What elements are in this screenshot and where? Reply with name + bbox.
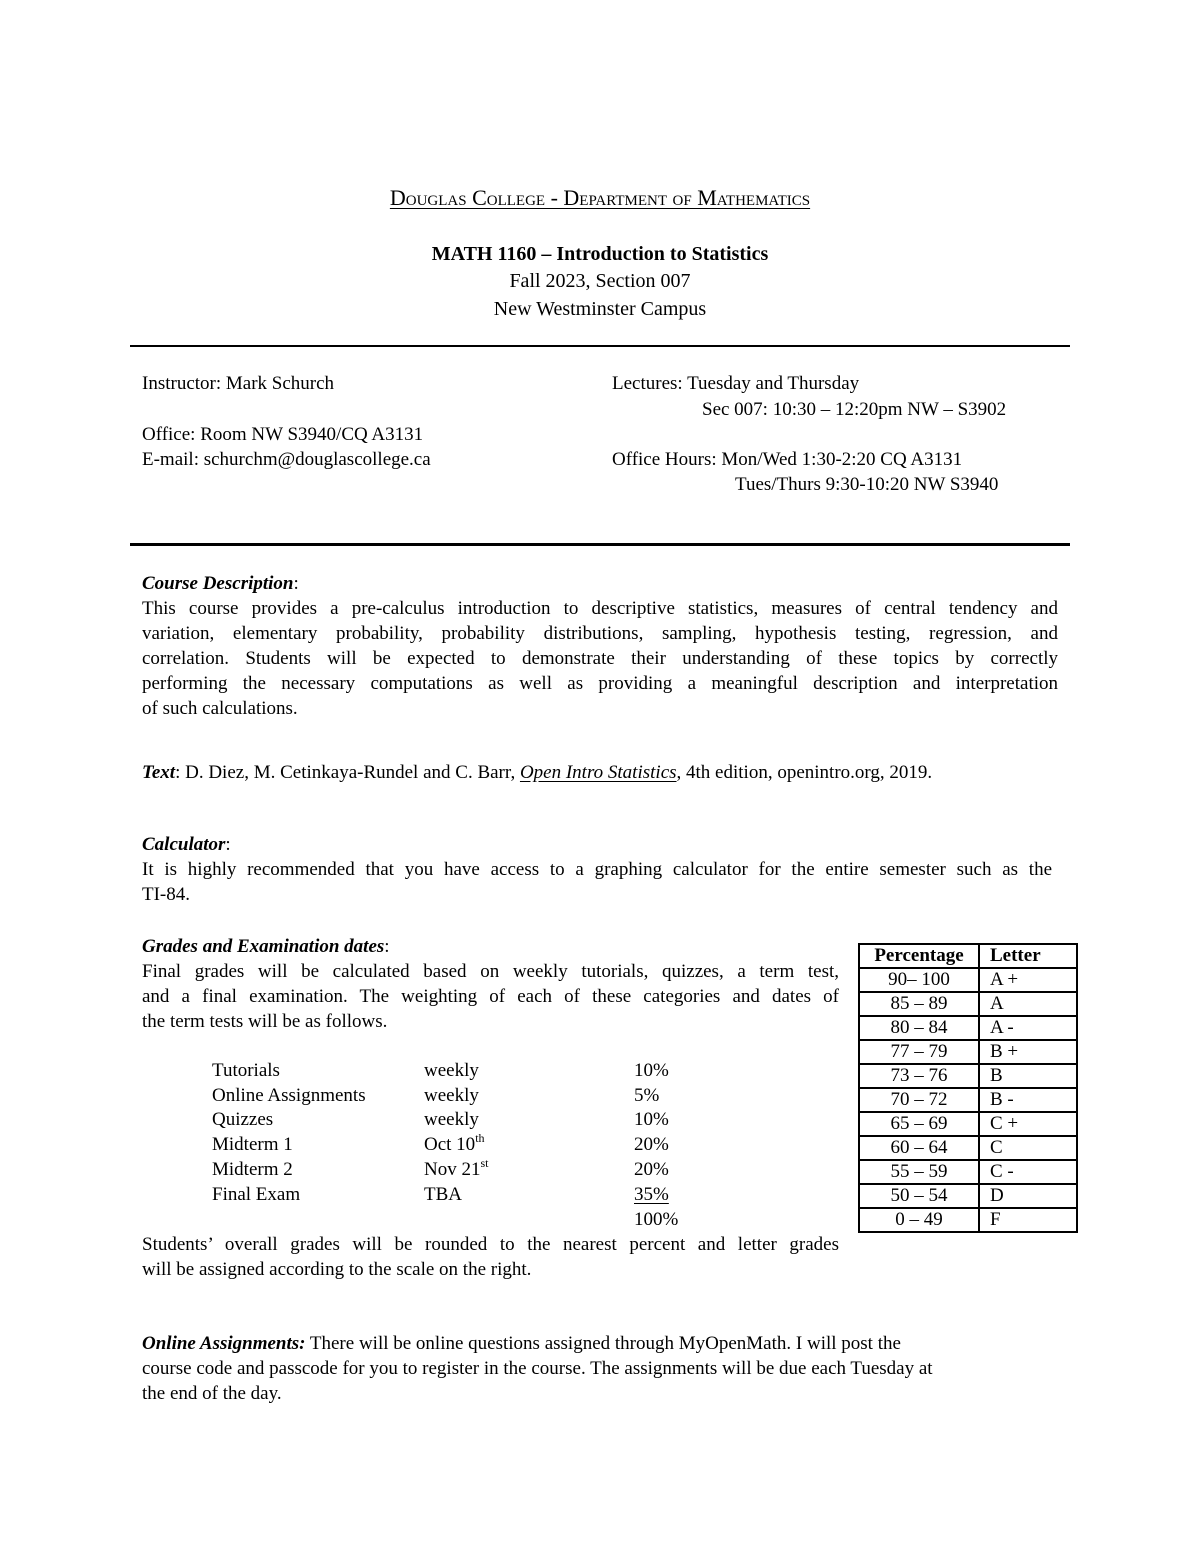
- weight-percent: 20%: [634, 1134, 669, 1155]
- percentage-cell: 55 – 59: [859, 1160, 979, 1184]
- weight-percent: 5%: [634, 1085, 660, 1106]
- campus: New Westminster Campus: [493, 298, 707, 320]
- letter-cell: C -: [979, 1160, 1077, 1184]
- description-line: of such calculations.: [142, 698, 298, 719]
- description-line: variation, elementary probability, probability distributions, sampling, hypothesis testing, regression, and: [142, 623, 1058, 644]
- grade-scale-row: [859, 1088, 1077, 1112]
- weight-percent: 10%: [634, 1109, 669, 1130]
- grade-scale-row: [859, 1040, 1077, 1064]
- term-section: Fall 2023, Section 007: [509, 270, 691, 292]
- grades-line: and a final examination. The weighting of each of these categories and dates of: [142, 986, 839, 1007]
- grade-scale-row: [859, 1208, 1077, 1232]
- department-title: Douglas College - Department of Mathematics: [389, 185, 811, 210]
- grade-scale-row: [859, 968, 1077, 992]
- online-assignments-line: the end of the day.: [142, 1383, 282, 1404]
- course-description-body: [142, 596, 1058, 721]
- weight-when: TBA: [424, 1184, 462, 1205]
- grades-heading: Grades and Examination dates:: [142, 936, 390, 957]
- course-description-heading: Course Description:: [142, 573, 299, 594]
- grade-scale-row: [859, 992, 1077, 1016]
- letter-cell: A: [979, 992, 1077, 1016]
- grades-line: the term tests will be as follows.: [142, 1011, 388, 1032]
- grade-scale-row: [859, 1184, 1077, 1208]
- weight-percent: 10%: [634, 1060, 669, 1081]
- weight-when: weekly: [424, 1085, 479, 1106]
- grade-scale-row: [859, 1112, 1077, 1136]
- percentage-cell: 77 – 79: [859, 1040, 979, 1064]
- weight-item: Midterm 2: [212, 1159, 293, 1180]
- calculator-line: TI-84.: [142, 884, 191, 905]
- weight-when: weekly: [424, 1109, 479, 1130]
- letter-cell: B -: [979, 1088, 1077, 1112]
- lectures: Lectures: Tuesday and Thursday: [612, 373, 860, 394]
- grade-scale-row: [859, 1016, 1077, 1040]
- course-title: MATH 1160 – Introduction to Statistics: [431, 243, 769, 265]
- bottom-divider: [130, 543, 1070, 546]
- letter-cell: C +: [979, 1112, 1077, 1136]
- percentage-cell: 60 – 64: [859, 1136, 979, 1160]
- office-hours-2: Tues/Thurs 9:30-10:20 NW S3940: [735, 474, 999, 495]
- grade-scale-row: [859, 1064, 1077, 1088]
- description-line: correlation. Students will be expected to demonstrate their understanding of these topics by correctly: [142, 648, 1058, 669]
- percentage-cell: 70 – 72: [859, 1088, 979, 1112]
- rounding-line: Students’ overall grades will be rounded to the nearest percent and letter grades: [142, 1234, 839, 1255]
- textbook: Text: D. Diez, M. Cetinkaya-Rundel and C. Barr, Open Intro Statistics, 4th edition, openintro.org, 2019.: [142, 762, 933, 783]
- office-hours: Office Hours: Mon/Wed 1:30-2:20 CQ A3131: [612, 449, 963, 470]
- weight-total: 100%: [634, 1209, 679, 1230]
- percentage-cell: 90– 100: [859, 968, 979, 992]
- weight-when: weekly: [424, 1060, 479, 1081]
- top-divider: [130, 345, 1070, 347]
- online-assignments-heading: Online Assignments:: [142, 1333, 306, 1354]
- grade-scale-row: [859, 1136, 1077, 1160]
- weight-item: Midterm 1: [212, 1134, 293, 1155]
- letter-cell: A -: [979, 1016, 1077, 1040]
- office: Office: Room NW S3940/CQ A3131: [142, 424, 424, 445]
- weight-when: Oct 10th: [424, 1130, 485, 1155]
- online-assignments: Online Assignments: There will be online questions assigned through MyOpenMath. I will post the: [142, 1333, 901, 1354]
- online-assignments-line: course code and passcode for you to register in the course. The assignments will be due each Tuesday at: [142, 1358, 933, 1379]
- instructor: Instructor: Mark Schurch: [142, 373, 335, 394]
- weight-item: Final Exam: [212, 1184, 301, 1205]
- letter-cell: F: [979, 1208, 1077, 1232]
- percentage-cell: 80 – 84: [859, 1016, 979, 1040]
- grade-scale-row: [859, 1160, 1077, 1184]
- letter-cell: D: [979, 1184, 1077, 1208]
- percentage-header: Percentage: [859, 944, 979, 968]
- grades-line: Final grades will be calculated based on weekly tutorials, quizzes, a term test,: [142, 961, 839, 982]
- percentage-cell: 85 – 89: [859, 992, 979, 1016]
- weight-item: Online Assignments: [212, 1085, 366, 1106]
- calculator-heading: Calculator:: [142, 834, 231, 855]
- textbook-title: Open Intro Statistics: [519, 762, 677, 783]
- lecture-section-time: Sec 007: 10:30 – 12:20pm NW – S3902: [702, 399, 1007, 420]
- letter-cell: C: [979, 1136, 1077, 1160]
- letter-cell: B +: [979, 1040, 1077, 1064]
- grade-scale-table: [858, 943, 1078, 1233]
- letter-header: Letter: [979, 944, 1077, 968]
- letter-cell: B: [979, 1064, 1077, 1088]
- weight-when: Nov 21st: [424, 1155, 489, 1180]
- weight-item: Quizzes: [212, 1109, 274, 1130]
- letter-cell: A +: [979, 968, 1077, 992]
- description-line: This course provides a pre-calculus introduction to descriptive statistics, measures of central tendency and: [142, 598, 1058, 619]
- grade-scale-header-row: [859, 944, 1077, 968]
- description-line: performing the necessary computations as well as providing a meaningful description and interpretation: [142, 673, 1058, 694]
- weight-percent: 20%: [634, 1159, 669, 1180]
- rounding-line: will be assigned according to the scale on the right.: [142, 1259, 532, 1280]
- percentage-cell: 65 – 69: [859, 1112, 979, 1136]
- percentage-cell: 50 – 54: [859, 1184, 979, 1208]
- calculator-line: It is highly recommended that you have access to a graphing calculator for the entire semester such as the: [142, 859, 1052, 880]
- email: E-mail: schurchm@douglascollege.ca: [142, 449, 431, 470]
- percentage-cell: 73 – 76: [859, 1064, 979, 1088]
- percentage-cell: 0 – 49: [859, 1208, 979, 1232]
- weight-percent: 35%: [634, 1184, 669, 1205]
- weight-item: Tutorials: [212, 1060, 280, 1081]
